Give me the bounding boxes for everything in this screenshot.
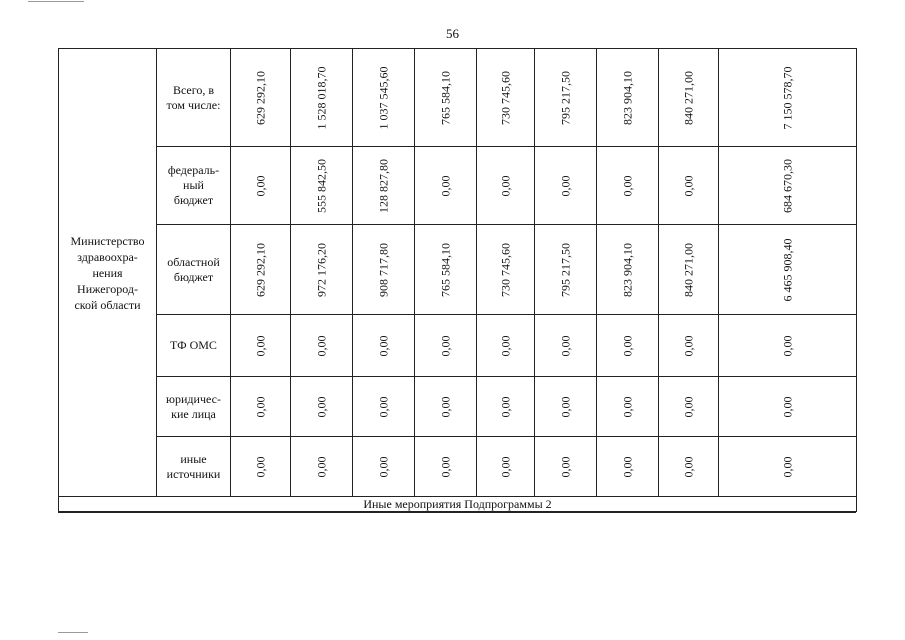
value-cell	[659, 147, 719, 225]
value-text: 0,00	[376, 396, 390, 417]
value-text: 6 465 908,40	[780, 238, 794, 301]
total-cell	[719, 49, 857, 147]
value-cell	[231, 49, 291, 147]
table-row	[59, 437, 857, 497]
section-title: Иные мероприятия Подпрограммы 2	[59, 497, 857, 512]
organization-cell	[59, 49, 157, 497]
value-cell	[291, 437, 353, 497]
funding-source-cell	[157, 315, 231, 377]
value-cell	[659, 315, 719, 377]
funding-source-cell	[157, 377, 231, 437]
value-text: 0,00	[681, 456, 695, 477]
value-cell	[415, 315, 477, 377]
value-cell	[477, 147, 535, 225]
value-text: 0,00	[314, 456, 328, 477]
table-row	[59, 377, 857, 437]
value-text: 765 584,10	[438, 242, 452, 297]
funding-source-line: бюджет	[173, 269, 214, 284]
funding-source-cell	[157, 225, 231, 315]
value-cell	[597, 49, 659, 147]
value-text: 795 217,50	[558, 70, 572, 125]
value-cell	[477, 315, 535, 377]
value-cell	[415, 49, 477, 147]
funding-source-cell	[157, 437, 231, 497]
organization-line: Нижегород-	[77, 281, 138, 296]
value-text: 0,00	[558, 456, 572, 477]
total-cell	[719, 377, 857, 437]
table-row	[59, 49, 857, 147]
value-text: 0,00	[780, 456, 794, 477]
value-text: 0,00	[620, 396, 634, 417]
value-text: 795 217,50	[558, 242, 572, 297]
value-text: 0,00	[681, 396, 695, 417]
value-text: 0,00	[438, 396, 452, 417]
total-cell	[719, 147, 857, 225]
value-text: 0,00	[498, 396, 512, 417]
value-text: 555 842,50	[314, 158, 328, 213]
value-text: 0,00	[314, 396, 328, 417]
value-text: 0,00	[558, 175, 572, 196]
table-row	[59, 225, 857, 315]
value-cell	[535, 225, 597, 315]
funding-source-line: кие лица	[171, 406, 216, 421]
scan-mark-top	[28, 1, 84, 2]
organization-line: здравоохра-	[77, 249, 138, 264]
budget-table	[58, 48, 857, 513]
table-row	[59, 147, 857, 225]
value-text: 0,00	[438, 335, 452, 356]
value-text: 629 292,10	[253, 70, 267, 125]
value-text: 0,00	[780, 396, 794, 417]
funding-source-line: областной	[167, 254, 220, 269]
value-text: 0,00	[376, 456, 390, 477]
value-cell	[477, 377, 535, 437]
value-cell	[477, 49, 535, 147]
value-cell	[659, 377, 719, 437]
value-cell	[597, 225, 659, 315]
funding-source-line: бюджет	[173, 193, 214, 207]
value-text: 0,00	[253, 396, 267, 417]
value-cell	[535, 147, 597, 225]
value-text: 908 717,80	[376, 242, 390, 297]
value-text: 0,00	[498, 175, 512, 196]
value-cell	[291, 49, 353, 147]
value-cell	[477, 437, 535, 497]
value-cell	[659, 225, 719, 315]
value-cell	[535, 377, 597, 437]
value-cell	[353, 225, 415, 315]
value-text: 765 584,10	[438, 70, 452, 125]
table-row	[59, 315, 857, 377]
value-text: 0,00	[620, 175, 634, 196]
value-text: 0,00	[376, 335, 390, 356]
funding-source-line: том числе:	[166, 97, 221, 112]
organization-line: нения	[92, 265, 123, 280]
value-text: 1 528 018,70	[314, 66, 328, 129]
value-cell	[535, 437, 597, 497]
value-text: 0,00	[253, 456, 267, 477]
funding-source-line: иные	[180, 451, 207, 466]
footer-underline	[58, 512, 856, 513]
value-cell	[353, 147, 415, 225]
value-cell	[659, 437, 719, 497]
value-cell	[291, 147, 353, 225]
value-cell	[477, 225, 535, 315]
value-text: 0,00	[314, 335, 328, 356]
value-text: 0,00	[558, 396, 572, 417]
value-cell	[231, 225, 291, 315]
value-text: 823 904,10	[620, 70, 634, 125]
total-cell	[719, 437, 857, 497]
value-text: 840 271,00	[681, 242, 695, 297]
organization-line: Министерство	[70, 233, 145, 248]
value-cell	[231, 315, 291, 377]
value-text: 0,00	[681, 175, 695, 196]
value-text: 0,00	[438, 456, 452, 477]
value-cell	[535, 315, 597, 377]
funding-source-line: юридичес-	[166, 391, 221, 406]
value-cell	[415, 147, 477, 225]
value-cell	[231, 147, 291, 225]
value-text: 0,00	[253, 175, 267, 196]
value-cell	[291, 225, 353, 315]
value-text: 0,00	[620, 456, 634, 477]
value-cell	[535, 49, 597, 147]
value-cell	[597, 437, 659, 497]
value-text: 730 745,60	[498, 242, 512, 297]
value-text: 128 827,80	[376, 158, 390, 213]
funding-source-line: источники	[166, 466, 221, 481]
total-cell	[719, 315, 857, 377]
value-cell	[415, 377, 477, 437]
value-text: 0,00	[498, 335, 512, 356]
funding-source-line: ный	[183, 178, 204, 192]
section-title-row	[59, 497, 857, 512]
value-text: 0,00	[681, 335, 695, 356]
value-text: 823 904,10	[620, 242, 634, 297]
value-text: 0,00	[558, 335, 572, 356]
value-text: 0,00	[620, 335, 634, 356]
value-text: 0,00	[438, 175, 452, 196]
value-text: 840 271,00	[681, 70, 695, 125]
value-text: 684 670,30	[780, 158, 794, 213]
value-text: 972 176,20	[314, 242, 328, 297]
value-text: 0,00	[780, 335, 794, 356]
value-cell	[597, 377, 659, 437]
total-cell	[719, 225, 857, 315]
value-text: 0,00	[498, 456, 512, 477]
value-cell	[353, 377, 415, 437]
value-cell	[353, 49, 415, 147]
value-text: 7 150 578,70	[780, 66, 794, 129]
funding-source-cell	[157, 49, 231, 147]
value-cell	[415, 225, 477, 315]
value-cell	[231, 437, 291, 497]
funding-source-line: ТФ ОМС	[170, 338, 217, 352]
value-cell	[291, 315, 353, 377]
value-cell	[231, 377, 291, 437]
value-text: 1 037 545,60	[376, 66, 390, 129]
value-cell	[291, 377, 353, 437]
value-text: 0,00	[253, 335, 267, 356]
value-cell	[597, 315, 659, 377]
funding-source-line: федераль-	[167, 163, 220, 177]
value-cell	[597, 147, 659, 225]
value-cell	[659, 49, 719, 147]
value-text: 730 745,60	[498, 70, 512, 125]
organization-line: ской области	[74, 297, 141, 312]
value-cell	[353, 437, 415, 497]
value-cell	[415, 437, 477, 497]
value-cell	[353, 315, 415, 377]
funding-source-cell	[157, 147, 231, 225]
value-text: 629 292,10	[253, 242, 267, 297]
scan-mark-bottom	[58, 632, 88, 633]
page-number: 56	[446, 26, 459, 41]
funding-source-line: Всего, в	[172, 82, 215, 97]
